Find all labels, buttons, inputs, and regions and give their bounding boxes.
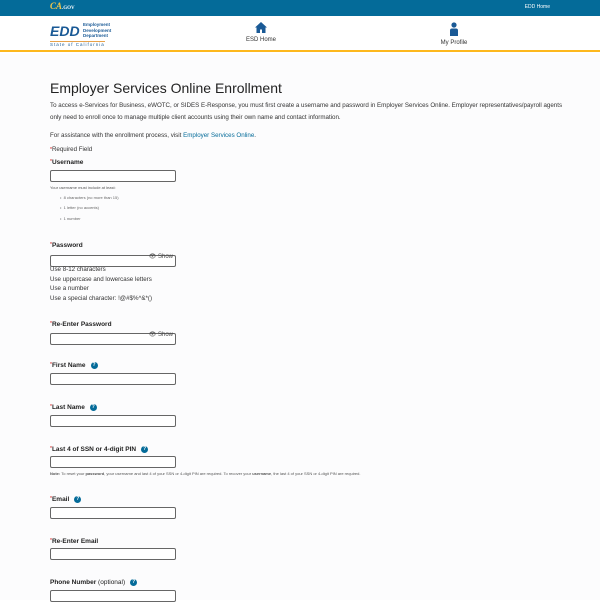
email-label: *Email ? xyxy=(50,496,80,504)
reenter-password-field xyxy=(50,330,176,348)
nav-esd-home[interactable]: ESD Home xyxy=(231,22,291,43)
last-name-label: *Last Name ? xyxy=(50,404,95,412)
phone-label: Phone Number (optional) ? xyxy=(50,579,136,587)
home-icon xyxy=(255,22,267,33)
password-label: *Password xyxy=(50,242,83,249)
ssn-input[interactable] xyxy=(50,456,176,468)
username-label: *Username xyxy=(50,159,84,166)
top-bar xyxy=(0,0,600,16)
eye-icon: 👁 xyxy=(148,332,157,338)
first-name-input[interactable] xyxy=(50,373,176,385)
help-icon[interactable]: ? xyxy=(76,496,80,502)
ca-gov-logo[interactable]: CA.GOV xyxy=(50,1,75,11)
help-icon[interactable]: ? xyxy=(91,404,95,410)
username-rule: • 8 characters (no more than 15) xyxy=(60,195,119,200)
employer-services-online-link[interactable]: Employer Services Online xyxy=(183,132,255,139)
username-input[interactable] xyxy=(50,170,176,182)
help-icon[interactable]: ? xyxy=(143,446,147,452)
phone-input[interactable] xyxy=(50,590,176,602)
show-reenter-password-button[interactable]: 👁 Show xyxy=(148,332,173,338)
reenter-email-label: *Re-Enter Email xyxy=(50,538,99,545)
edd-home-link[interactable]: EDD Home xyxy=(524,4,550,10)
assistance-text: For assistance with the enrollment process, visit Employer Services Online. xyxy=(50,132,257,139)
username-helper: Your username must include at least: xyxy=(50,185,116,190)
nav-my-profile[interactable]: My Profile xyxy=(424,22,484,46)
eye-icon: 👁 xyxy=(148,254,157,260)
edd-logo[interactable]: EDD Employment Development Department State of California xyxy=(50,22,112,47)
show-password-button[interactable]: 👁 Show xyxy=(148,254,173,260)
first-name-label: *First Name ? xyxy=(50,362,96,370)
last-name-input[interactable] xyxy=(50,415,176,427)
username-rule: • 1 number xyxy=(60,216,81,221)
intro-text: To access e-Services for Business, eWOTC, or SIDES E-Response, you must first create a username and password in Employer Services Online. Employer representatives/payroll agents only need to enroll once to manage multiple client accounts using their own name and contact information. xyxy=(50,102,563,121)
page-title: Employer Services Online Enrollment xyxy=(50,80,282,96)
email-input[interactable] xyxy=(50,507,176,519)
person-icon xyxy=(449,22,459,36)
help-icon[interactable]: ? xyxy=(92,362,96,368)
ssn-note: Note: To reset your password, your username and last 4 of your SSN or 4-digit PIN are required. To recover your username, the last 4 of your SSN or 4-digit PIN are required. xyxy=(50,471,361,476)
ssn-label: *Last 4 of SSN or 4-digit PIN ? xyxy=(50,446,147,454)
required-note: *Required Field xyxy=(50,146,93,153)
username-rule: • 1 letter (no accents) xyxy=(60,205,99,210)
reenter-password-label: *Re-Enter Password xyxy=(50,321,112,328)
site-header xyxy=(0,16,600,52)
reenter-email-input[interactable] xyxy=(50,548,176,560)
password-rules: Use 8-12 characters Use uppercase and lowercase letters Use a number Use a special character: !@#$%^&*() xyxy=(50,266,153,302)
help-icon[interactable]: ? xyxy=(132,579,136,585)
